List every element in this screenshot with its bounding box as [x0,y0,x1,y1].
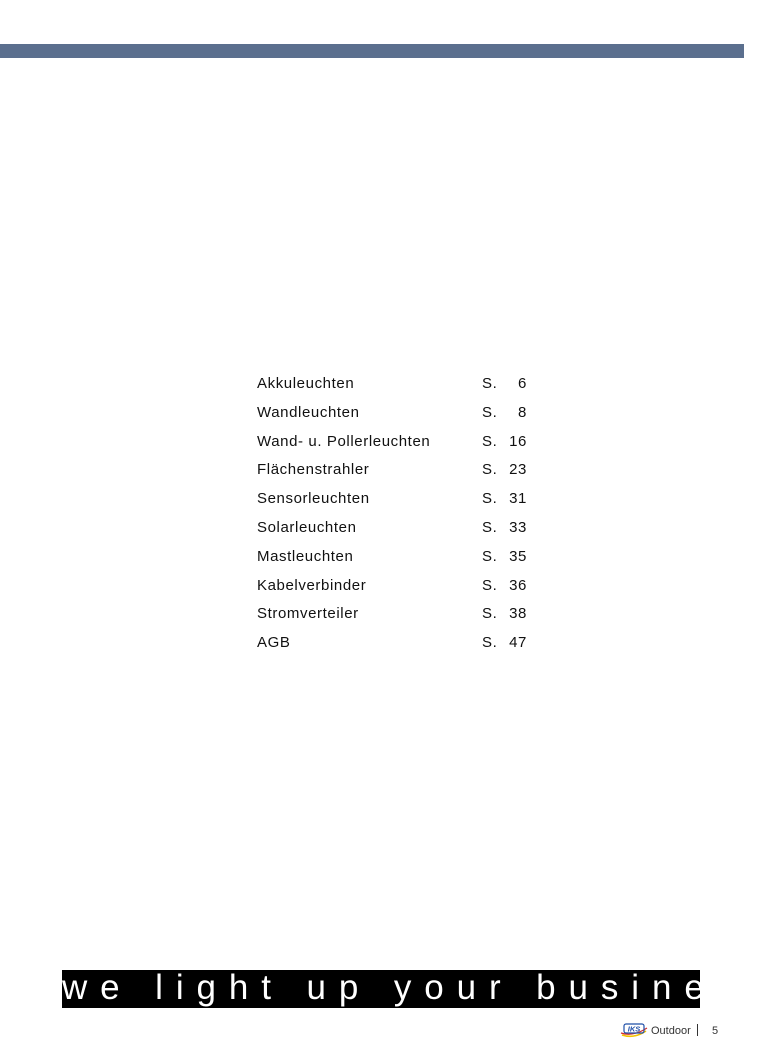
toc-entry [257,459,547,488]
toc-entry-page: 23 [509,461,527,479]
slogan-text: we light up your business [62,968,778,1007]
toc-entry-label: Flächenstrahler [257,461,370,479]
toc-entry-prefix: S. [482,432,498,450]
logo-text: IKS [627,1024,641,1034]
toc-entry-label: Solarleuchten [257,518,357,536]
toc-entry [257,632,547,661]
page-footer [600,1020,730,1042]
toc-entry [257,402,547,431]
company-logo-icon [620,1023,648,1038]
toc-entry-page: 38 [509,605,527,623]
toc-entry-prefix: S. [482,518,498,536]
toc-entry [257,431,547,460]
toc-entry [257,373,547,402]
footer-brand: Outdoor [651,1025,691,1037]
toc-entry-label: Akkuleuchten [257,375,355,392]
table-of-contents [257,373,547,661]
page-number: 5 [712,1025,719,1037]
top-accent-bar [0,44,744,58]
toc-entry-page: 35 [509,547,527,565]
toc-entry-prefix: S. [482,375,498,392]
toc-entry-page: 16 [509,432,527,450]
toc-entry-prefix: S. [482,547,498,565]
toc-entry-prefix: S. [482,490,498,508]
toc-entry-page: 8 [518,403,527,421]
toc-entry [257,517,547,546]
toc-entry-prefix: S. [482,605,498,623]
toc-entry-page: 36 [509,576,527,594]
toc-entry-label: Wandleuchten [257,403,360,421]
slogan-banner [62,968,778,1008]
toc-entry-label: AGB [257,634,291,652]
toc-entry-page: 31 [509,490,527,508]
toc-entry [257,575,547,604]
toc-entry-label: Mastleuchten [257,547,354,565]
toc-entry [257,546,547,575]
toc-entry-page: 33 [509,518,527,536]
footer-divider [697,1024,698,1036]
toc-entry-prefix: S. [482,634,498,652]
toc-entry-label: Wand- u. Pollerleuchten [257,432,431,450]
toc-entry-page: 6 [518,375,527,392]
toc-entry-page: 47 [509,634,527,652]
toc-entry-prefix: S. [482,403,498,421]
toc-entry-label: Stromverteiler [257,605,359,623]
toc-entry [257,488,547,517]
toc-entry-prefix: S. [482,461,498,479]
toc-entry-prefix: S. [482,576,498,594]
toc-entry-label: Kabelverbinder [257,576,367,594]
toc-entry [257,603,547,632]
toc-entry-label: Sensorleuchten [257,490,370,508]
